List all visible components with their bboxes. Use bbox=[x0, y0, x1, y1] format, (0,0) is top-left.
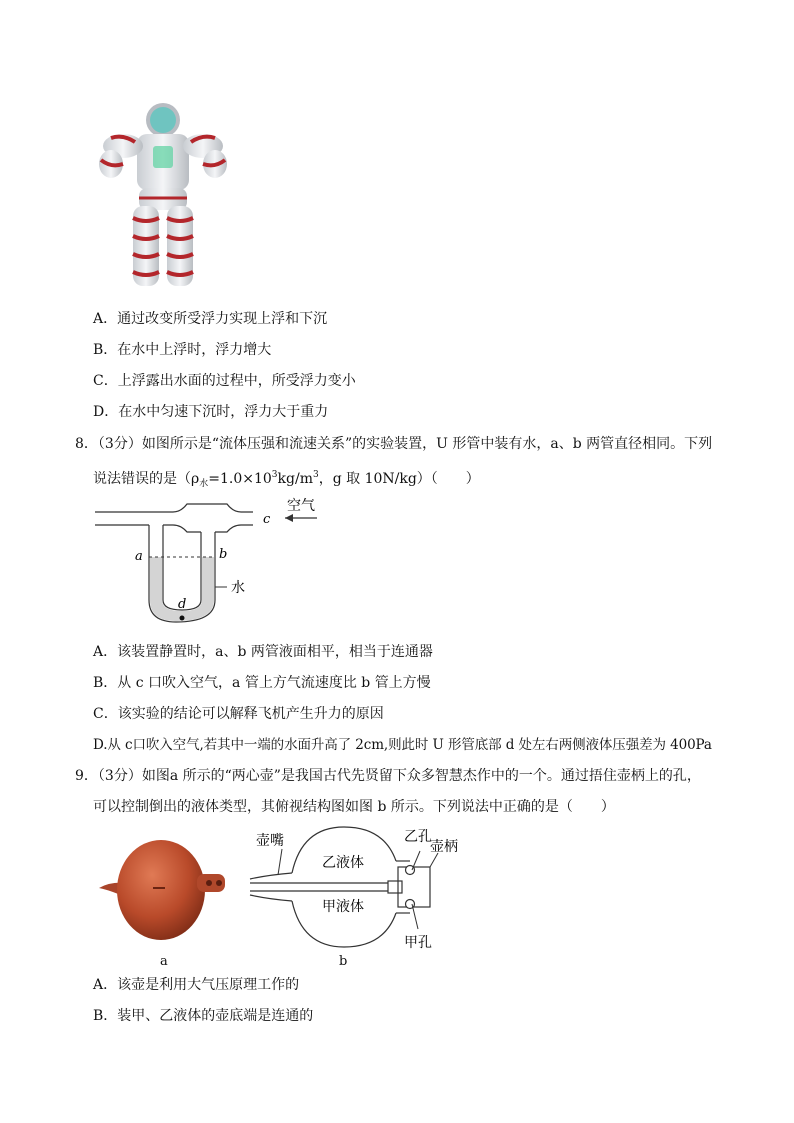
label-spout: 壶嘴 bbox=[256, 833, 284, 849]
label-water: 水 bbox=[231, 580, 245, 596]
q8-stem-post: ，g 取 10N/kg）（ ） bbox=[318, 471, 480, 487]
label-hole-a: 甲孔 bbox=[404, 935, 432, 951]
q8-stem-pre: 说法错误的是（ρ bbox=[93, 471, 200, 487]
q8-option-b: B．从 c 口吹入空气，a 管上方气流速度比 b 管上方慢 bbox=[93, 675, 431, 691]
label-liquid-a: 甲液体 bbox=[322, 899, 364, 915]
label-hole-b: 乙孔 bbox=[404, 829, 432, 845]
q9-stem-line1: 9．（3分）如图a 所示的“两心壶”是我国古代先贤留下众多智慧杰作中的一个。通过捂住壶柄上的孔， bbox=[75, 768, 701, 784]
u-tube-diagram bbox=[93, 494, 333, 628]
q8-option-a: A．该装置静置时，a、b 两管液面相平，相当于连通器 bbox=[93, 644, 433, 660]
q9-option-b: B．装甲、乙液体的壶底端是连通的 bbox=[93, 1008, 314, 1024]
q9-option-a: A．该壶是利用大气压原理工作的 bbox=[93, 977, 300, 993]
diving-suit-illustration bbox=[93, 98, 233, 294]
teapot-photo bbox=[93, 836, 233, 946]
caption-a: a bbox=[160, 954, 168, 969]
q7-option-d: D．在水中匀速下沉时，浮力大于重力 bbox=[93, 404, 329, 420]
q8-option-c: C．该实验的结论可以解释飞机产生升力的原因 bbox=[93, 706, 384, 722]
label-liquid-b: 乙液体 bbox=[322, 855, 364, 871]
label-b: b bbox=[219, 547, 228, 562]
label-a: a bbox=[135, 549, 143, 564]
caption-b: b bbox=[339, 954, 348, 969]
label-handle: 壶柄 bbox=[430, 839, 458, 855]
q8-stem-sup1: 3 bbox=[271, 470, 278, 480]
q8-stem-mid2: kg/m bbox=[277, 471, 313, 487]
label-d: d bbox=[178, 597, 187, 612]
q9-stem-line2: 可以控制倒出的液体类型，其俯视结构图如图 b 所示。下列说法中正确的是（ ） bbox=[93, 799, 615, 815]
q8-stem-line2 bbox=[93, 466, 480, 493]
q8-stem-line1: 8．（3分）如图所示是“流体压强和流速关系”的实验装置，U 形管中装有水，a、b 两管直径相同。下列 bbox=[75, 436, 713, 452]
q7-option-b: B．在水中上浮时，浮力增大 bbox=[93, 342, 272, 358]
q8-stem-sub: 水 bbox=[199, 479, 209, 489]
diving-suit-image bbox=[93, 98, 233, 294]
q8-option-d: D.从 c口吹入空气,若其中一端的水面升高了 2cm,则此时 U 形管底部 d 处左右两侧液体压强差为 400Pa bbox=[93, 737, 712, 753]
label-air: 空气 bbox=[287, 498, 315, 514]
q8-stem-sup2: 3 bbox=[312, 470, 319, 480]
q7-option-c: C．上浮露出水面的过程中，所受浮力变小 bbox=[93, 373, 356, 389]
q7-option-a: A．通过改变所受浮力实现上浮和下沉 bbox=[93, 311, 328, 327]
q8-stem-mid: =1.0×10 bbox=[208, 471, 272, 487]
label-c: c bbox=[263, 512, 271, 527]
two-heart-pot-diagram bbox=[248, 823, 464, 951]
